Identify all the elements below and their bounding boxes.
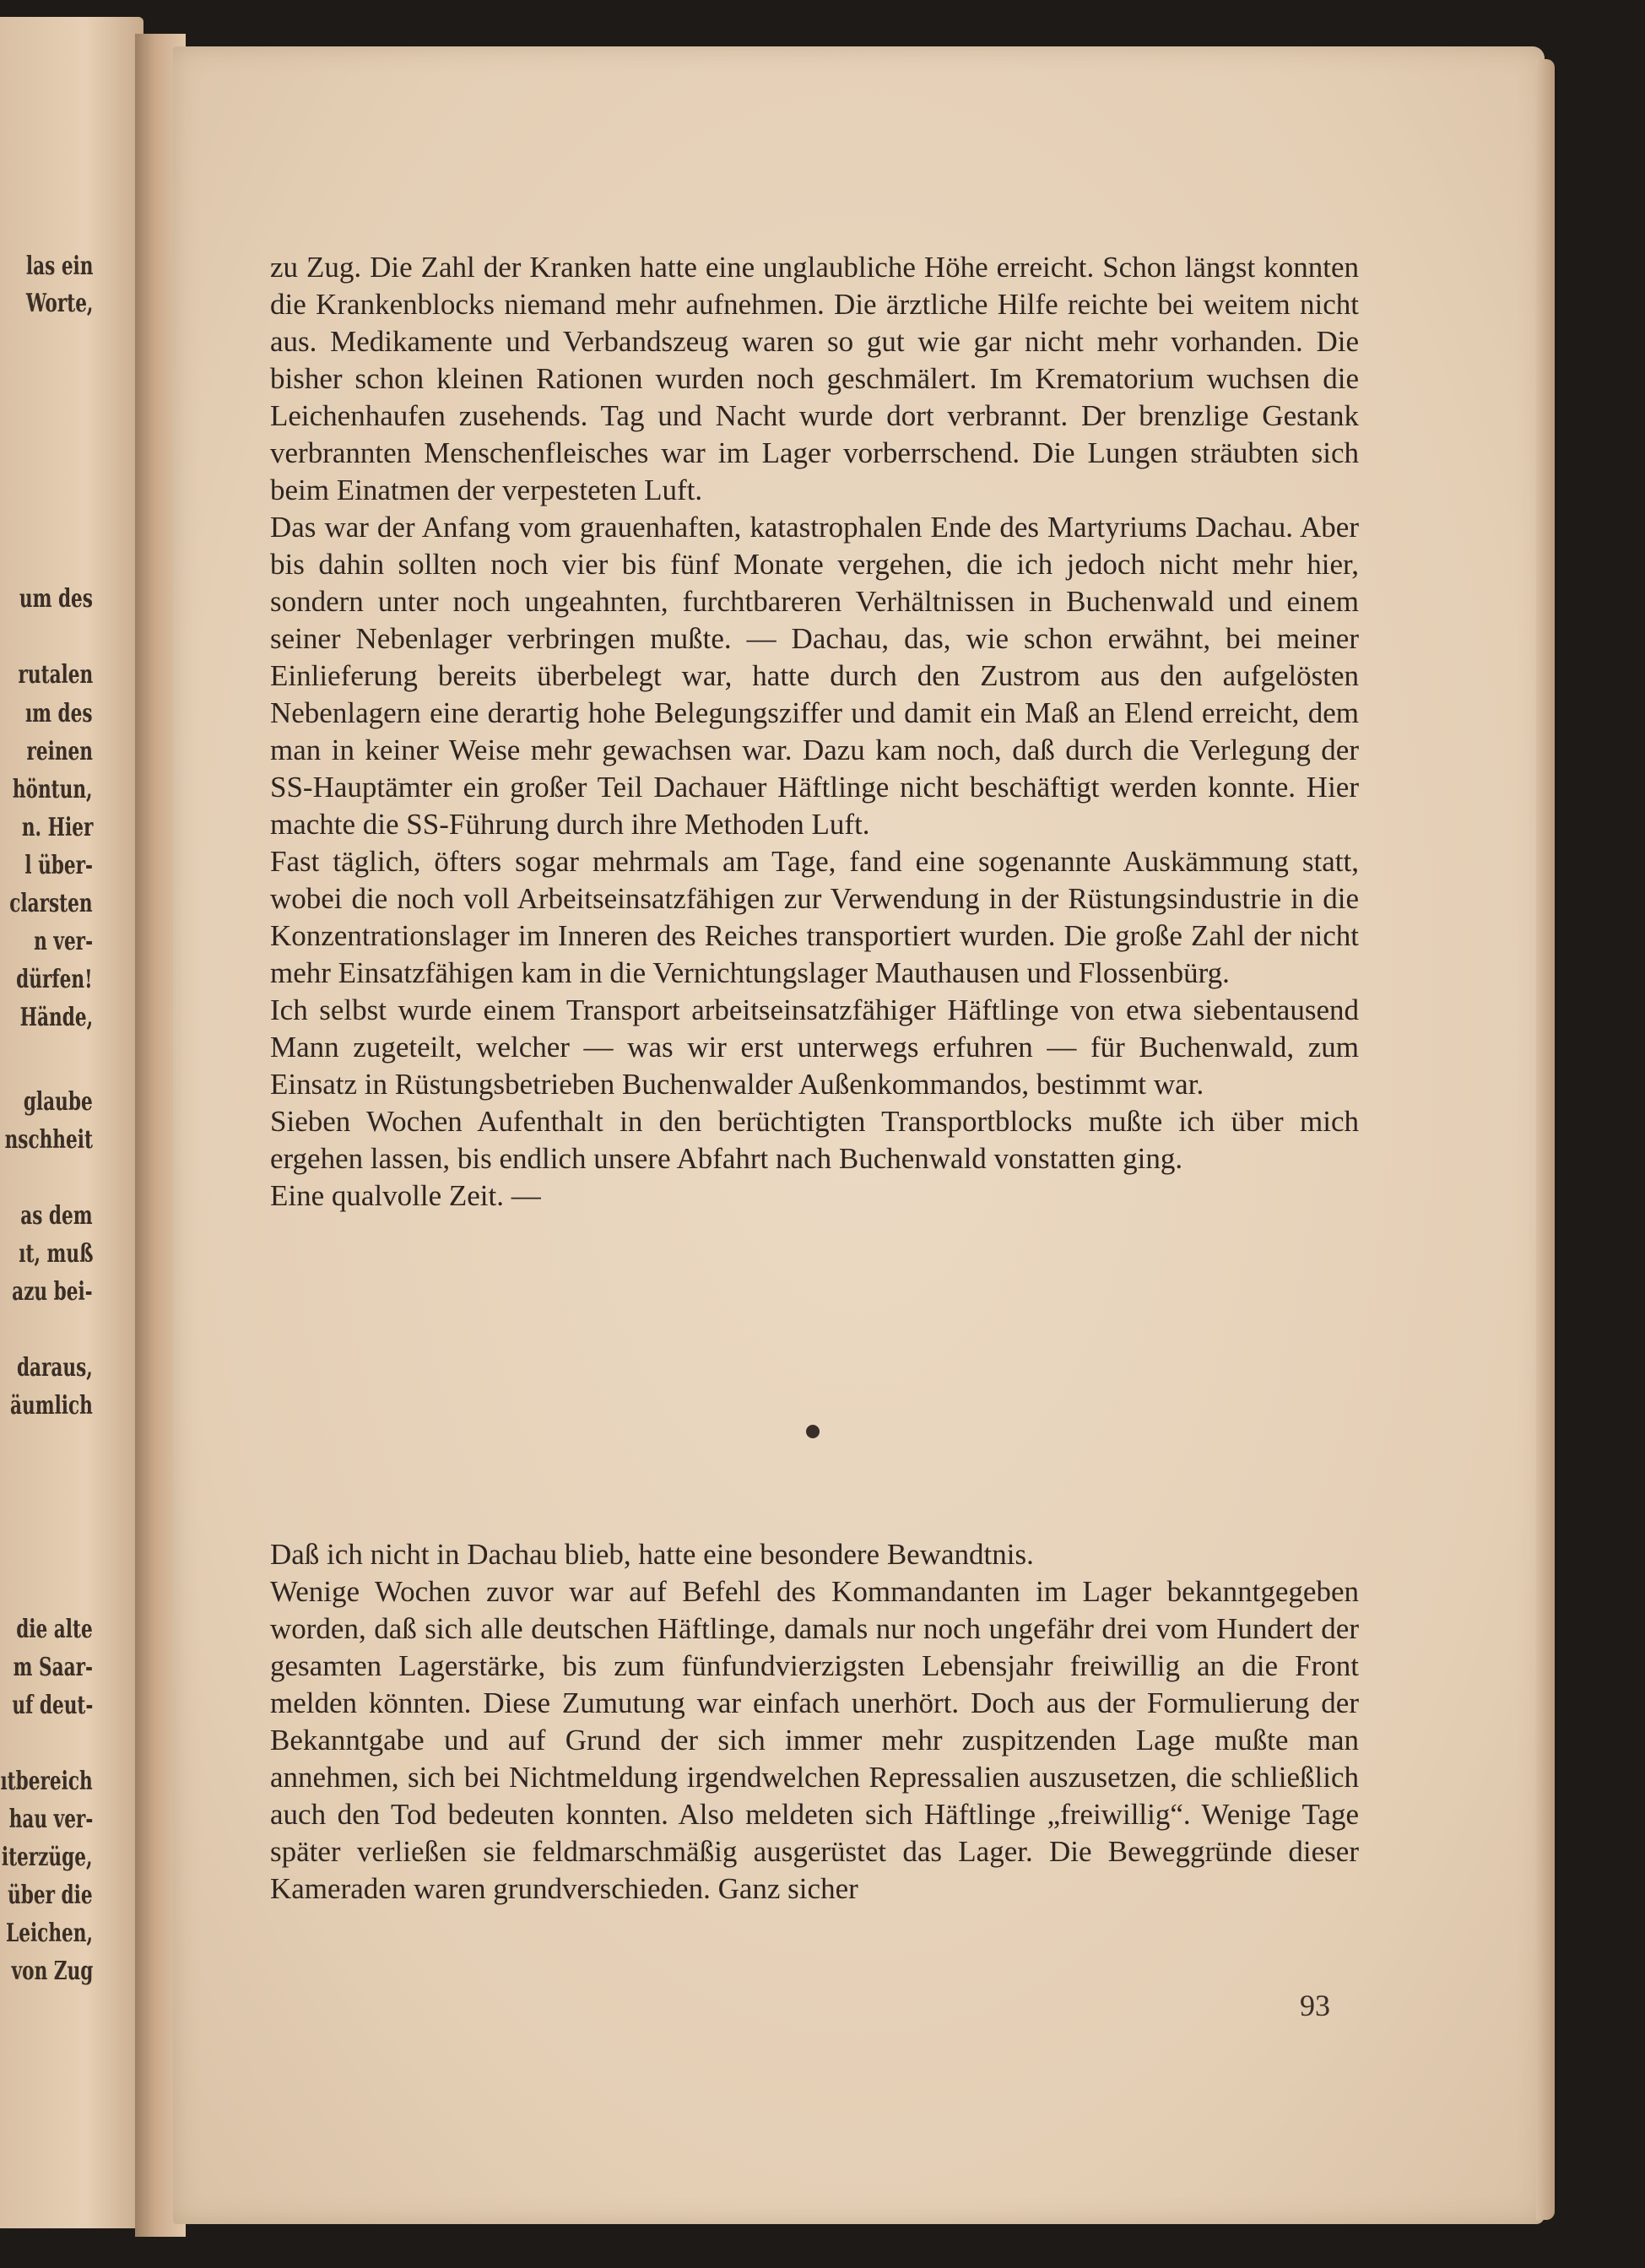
margin-fragment: n. Hier <box>21 813 93 842</box>
paragraph: Ich selbst wurde einem Transport arbeitseinsatzfähiger Häftlinge von etwa siebentausend Mann zugeteilt, welcher — was wir erst unterwegs erfuhren — für Buchenwald, zum Einsatz in Rüstungsbetrieben Buchenwalder Außenkommandos, bestimmt war. <box>270 993 1359 1101</box>
margin-fragment: ıtbereich <box>0 1767 93 1796</box>
margin-fragment: rutalen <box>18 660 93 690</box>
paragraph: Wenige Wochen zuvor war auf Befehl des Kommandanten im Lager bekanntgegeben worden, daß sich alle deutschen Häftlinge, damals nur noch ungefähr drei vom Hundert der gesamten Lagerstärke, bis zum fünfundvierzigsten Lebensjahr freiwillig an die Front melden könnten. Diese Zumutung war einfach unerhört. Doch aus der Formulierung der Bekanntgabe und auf Grund der sich immer mehr zuspitzenden Lage mußte man annehmen, sich bei Nichtmeldung irgendwelchen Repressalien auszusetzen, die schließlich auch den Tod bedeuten konnten. Also meldeten sich Häftlinge „freiwillig“. Wenige Tage später verließen sie feldmarschmäßig ausgerüstet das Lager. Die Beweggründe dieser Kameraden waren grundverschieden. Ganz sicher <box>270 1575 1359 1905</box>
margin-fragment: as dem <box>20 1201 93 1231</box>
text-block-bottom <box>270 1536 1359 1908</box>
text-block-top <box>270 249 1359 1215</box>
margin-fragment: nschheit <box>4 1125 93 1155</box>
margin-fragment: von Zug <box>11 1957 93 1986</box>
page-number: 93 <box>1300 1989 1330 2022</box>
margin-fragment: die alte <box>16 1615 93 1644</box>
paragraph: zu Zug. Die Zahl der Kranken hatte eine unglaubliche Höhe erreicht. Schon längst konnten die Krankenblocks niemand mehr aufnehmen. Die ärztliche Hilfe reichte bei weitem nicht aus. Medikamente und Verbandszeug waren so gut wie gar nicht mehr vorhanden. Die bisher schon kleinen Rationen wurden noch geschmälert. Im Krematorium wuchsen die Leichenhaufen zusehends. Tag und Nacht wurde dort verbrannt. Der brenzlige Gestank verbrannten Menschenfleisches war im Lager vorberrschend. Die Lungen sträubten sich beim Einatmen der verpesteten Luft. <box>270 251 1359 506</box>
margin-fragment: Hände, <box>19 1003 93 1032</box>
margin-fragment: uf deut- <box>11 1691 93 1720</box>
margin-fragment: ım des <box>25 699 93 728</box>
margin-fragment: Leichen, <box>6 1919 93 1948</box>
margin-fragment: clarsten <box>9 889 93 918</box>
margin-fragment: reinen <box>26 737 93 766</box>
margin-fragment: l über- <box>24 851 93 880</box>
left-page <box>0 17 143 2228</box>
margin-fragment: Worte, <box>25 289 93 318</box>
margin-fragment: hau ver- <box>8 1805 93 1834</box>
margin-fragment: daraus, <box>17 1353 93 1383</box>
paragraph: Eine qualvolle Zeit. — <box>270 1179 541 1212</box>
margin-fragment: um des <box>19 584 93 614</box>
page-edge <box>1536 59 1555 2220</box>
margin-fragment: ıt, muß <box>18 1239 93 1269</box>
margin-fragment: höntun, <box>13 775 93 804</box>
paragraph: Das war der Anfang vom grauenhaften, katastrophalen Ende des Martyriums Dachau. Aber bis dahin sollten noch vier bis fünf Monate vergehen, die ich jedoch nicht mehr hier, sondern unter noch ungeahnten, furchtbareren Verhältnissen in Buchenwald und einem seiner Nebenlager verbringen mußte. — Dachau, das, wie schon erwähnt, bei meiner Einlieferung bereits überbelegt war, hatte durch den Zustrom aus den aufgelösten Nebenlagern eine derartig hohe Belegungsziffer und damit ein Maß an Elend erreicht, dem man in keiner Weise mehr gewachsen war. Dazu kam noch, daß durch die Verlegung der SS-Hauptämter ein großer Teil Dachauer Häftlinge nicht beschäftigt werden konnte. Hier machte die SS-Führung durch ihre Methoden Luft. <box>270 511 1359 841</box>
margin-fragment: las ein <box>25 252 93 281</box>
margin-fragment: glaube <box>24 1087 93 1117</box>
paragraph: Fast täglich, öfters sogar mehrmals am Tage, fand eine sogenannte Auskämmung statt, wobei die noch voll Arbeitseinsatzfähigen zur Verwendung in der Rüstungsindustrie in die Konzentrationslager im Inneren des Reiches transportiert wurden. Die große Zahl der nicht mehr Einsatzfähigen kam in die Vernichtungslager Mauthausen und Flossenbürg. <box>270 845 1359 989</box>
margin-fragment: dürfen! <box>16 965 93 994</box>
margin-fragment: azu bei- <box>12 1277 93 1307</box>
margin-fragment: m Saar- <box>13 1653 93 1682</box>
paragraph: Sieben Wochen Aufenthalt in den berüchtigten Transportblocks mußte ich über mich ergehen lassen, bis endlich unsere Abfahrt nach Buchenwald vonstatten ging. <box>270 1105 1359 1175</box>
section-separator-dot <box>806 1425 820 1438</box>
paragraph: Daß ich nicht in Dachau blieb, hatte eine besondere Bewandtnis. <box>270 1538 1034 1571</box>
margin-fragment: iterzüge, <box>2 1843 93 1872</box>
margin-fragment: über die <box>8 1881 93 1910</box>
margin-fragment: n ver- <box>34 927 93 956</box>
margin-fragment: äumlich <box>10 1391 93 1421</box>
